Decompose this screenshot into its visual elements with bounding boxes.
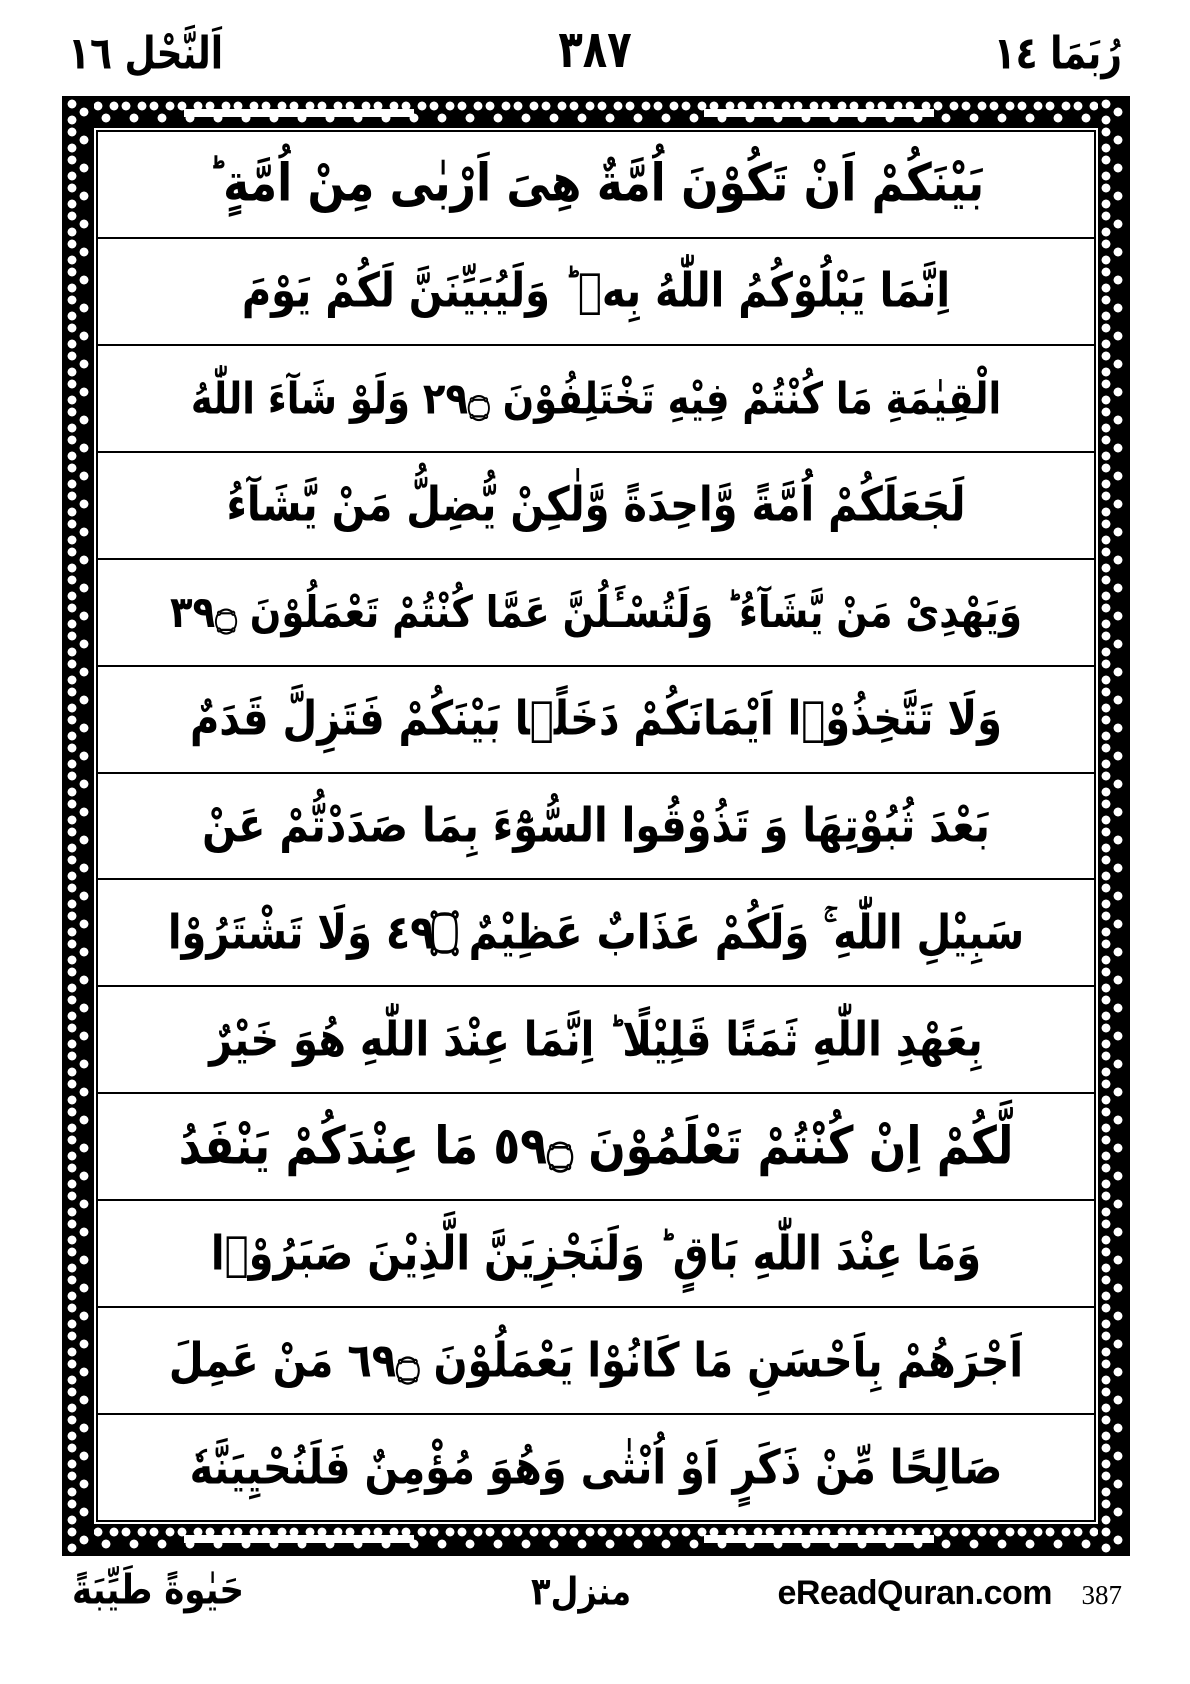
band-gap-top-right [704, 109, 934, 117]
quran-line [98, 239, 1094, 346]
quran-line-list [98, 132, 1094, 1520]
quran-line-text: اِنَّمَا يَبْلُوْكُمُ اللّٰهُ بِهٖ ؕ وَلَيُبَيِّنَنَّ لَكُمْ يَوْمَ [241, 264, 951, 319]
ornament-band-left [64, 98, 94, 1554]
quran-line [98, 987, 1094, 1094]
scrollwork-pattern-left [64, 98, 94, 1554]
mushaf-text-area [96, 130, 1096, 1522]
quran-line-text: بَيْنَكُمْ اَنْ تَكُوْنَ اُمَّةٌ هِىَ اَرْبٰى مِنْ اُمَّةٍ ؕ [207, 153, 985, 214]
manzil-label: منزل٣ [531, 1568, 632, 1614]
quran-line [98, 667, 1094, 774]
quran-line-text: بِعَهْدِ اللّٰهِ ثَمَنًا قَلِيْلًا ؕ اِنَّمَا عِنْدَ اللّٰهِ هُوَ خَيْرٌ [209, 1012, 983, 1067]
quran-line [98, 1308, 1094, 1415]
ornamental-frame [62, 96, 1130, 1556]
band-gap-top-left [184, 109, 414, 117]
ornament-band-top [64, 98, 1128, 128]
quran-line-text: لَجَعَلَكُمْ اُمَّةً وَّاحِدَةً وَّلٰكِنْ يُّضِلُّ مَنْ يَّشَآءُ [226, 478, 966, 533]
quran-line [98, 774, 1094, 881]
quran-line-text: وَيَهْدِىْ مَنْ يَّشَآءُ ؕ وَلَتُسْـَٔلُنَّ عَمَّا كُنْتُمْ تَعْمَلُوْنَ ۝٩٣ [170, 586, 1022, 638]
quran-line [98, 880, 1094, 987]
quran-line-text: وَمَا عِنْدَ اللّٰهِ بَاقٍ ؕ وَلَنَجْزِيَنَّ الَّذِيْنَ صَبَرُوْۤا [210, 1226, 982, 1281]
quran-line-text: صَالِحًا مِّنْ ذَكَرٍ اَوْ اُنْثٰى وَهُوَ مُؤْمِنٌ فَلَنُحْيِيَنَّهٗ [189, 1440, 1003, 1495]
quran-line [98, 1094, 1094, 1201]
quran-line [98, 560, 1094, 667]
quran-line [98, 453, 1094, 560]
surah-name-label: اَلنَّحْل ١٦ [68, 28, 224, 80]
quran-line [98, 1415, 1094, 1520]
juz-name-label: رُبَمَا ١٤ [993, 28, 1122, 80]
scrollwork-pattern-right [1098, 98, 1128, 1554]
page-header [60, 20, 1130, 90]
site-credit-link[interactable]: eReadQuran.com [777, 1574, 1052, 1612]
quran-line-text: الْقِيٰمَةِ مَا كُنْتُمْ فِيْهِ تَخْتَلِفُوْنَ ۝٩٢ وَلَوْ شَآءَ اللّٰهُ [190, 372, 1002, 424]
footer-catchword: حَيٰوةً طَيِّبَةً [72, 1566, 245, 1615]
page-footer [62, 1566, 1128, 1636]
quran-line [98, 346, 1094, 453]
ornament-band-bottom [64, 1524, 1128, 1554]
quran-line-text: اَجْرَهُمْ بِاَحْسَنِ مَا كَانُوْا يَعْمَلُوْنَ ۝٩٦ مَنْ عَمِلَ [168, 1333, 1024, 1388]
quran-line-text: وَلَا تَتَّخِذُوْۤا اَيْمَانَكُمْ دَخَلًۢا بَيْنَكُمْ فَتَزِلَّ قَدَمٌ [189, 691, 1002, 747]
page-number-arabic: ٣٨٧ [558, 20, 632, 80]
quran-line-text: سَبِيْلِ اللّٰهِ ۚ وَلَكُمْ عَذَابٌ عَظِيْمٌ ۝٩٤ وَلَا تَشْتَرُوْا [167, 905, 1025, 961]
footer-page-number: 387 [1081, 1580, 1122, 1610]
band-gap-bottom-left [184, 1535, 414, 1543]
quran-line [98, 132, 1094, 239]
band-gap-bottom-right [704, 1535, 934, 1543]
quran-line-text: لَّكُمْ اِنْ كُنْتُمْ تَعْلَمُوْنَ ۝٩٥ مَا عِنْدَكُمْ يَنْفَدُ [178, 1116, 1014, 1177]
quran-line-text: بَعْدَ ثُبُوْتِهَا وَ تَذُوْقُوا السُّوْٓءَ بِمَا صَدَدْتُّمْ عَنْ [202, 798, 990, 854]
quran-line [98, 1201, 1094, 1308]
ornament-band-right [1098, 98, 1128, 1554]
